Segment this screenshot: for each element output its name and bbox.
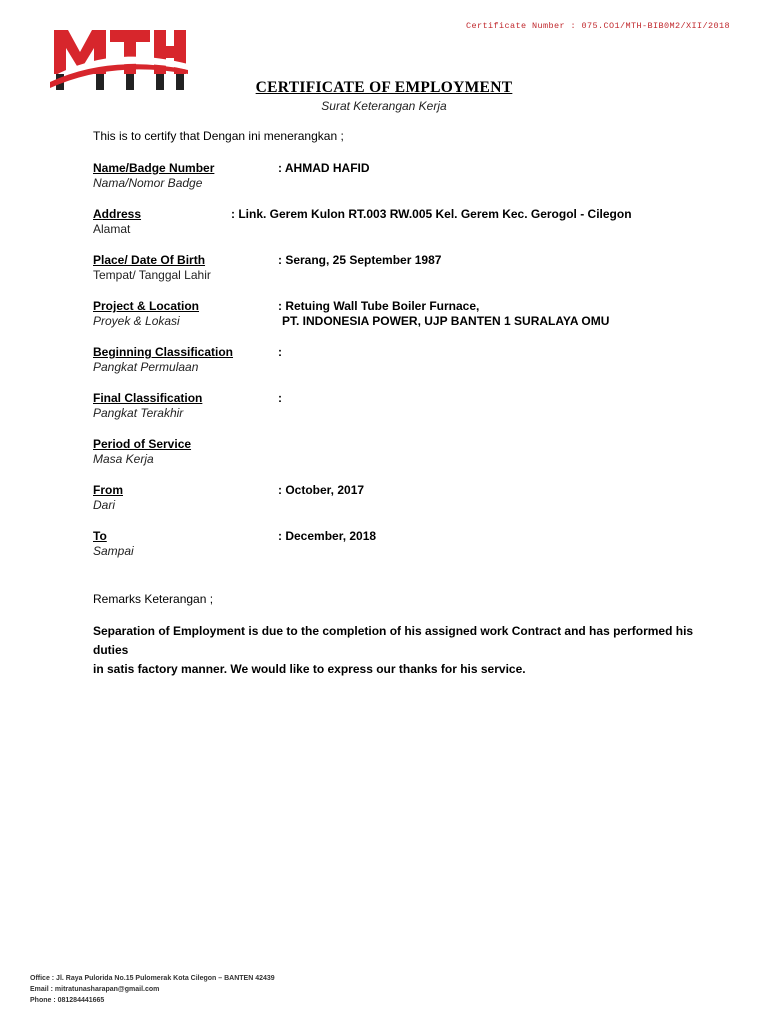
footer-contact (30, 973, 275, 1006)
remarks-line: Separation of Employment is due to the completion of his assigned work Contract and has performed his duties (93, 624, 694, 657)
intro-text: This is to certify that Dengan ini menerangkan ; (93, 129, 344, 143)
footer-phone: Phone : 081284441665 (30, 997, 105, 1004)
field-sublabel: Dari (93, 498, 116, 512)
remarks-line: in satis factory manner. We would like to express our thanks for his service. (93, 662, 526, 676)
field-name (93, 161, 713, 195)
page-title: CERTIFICATE OF EMPLOYMENT (255, 79, 513, 96)
field-value: : Retuing Wall Tube Boiler Furnace, (278, 299, 480, 313)
remarks-label: Remarks Keterangan ; (93, 592, 214, 606)
field-sublabel: Masa Kerja (93, 452, 154, 466)
field-value: : December, 2018 (278, 529, 377, 543)
field-from (93, 483, 713, 517)
field-sublabel: Alamat (93, 222, 131, 236)
remarks-text (93, 622, 708, 679)
field-value: : Link. Gerem Kulon RT.003 RW.005 Kel. Gerem Kec. Gerogol - Cilegon (231, 207, 632, 221)
field-value: : AHMAD HAFID (278, 161, 370, 175)
page-subtitle: Surat Keterangan Kerja (321, 99, 447, 113)
field-address (93, 207, 713, 241)
field-label: Period of Service (93, 437, 192, 451)
field-sublabel: Tempat/ Tanggal Lahir (93, 268, 211, 282)
field-label: To (93, 529, 107, 543)
field-value: : October, 2017 (278, 483, 365, 497)
footer-email: Email : mitratunasharapan@gmail.com (30, 986, 160, 993)
field-to (93, 529, 713, 563)
field-project (93, 299, 713, 333)
field-birth (93, 253, 713, 287)
field-label: Address (93, 207, 142, 221)
field-value-line2: PT. INDONESIA POWER, UJP BANTEN 1 SURALAYA OMU (282, 314, 610, 328)
field-sublabel: Pangkat Terakhir (93, 406, 184, 420)
field-period-of-service (93, 437, 713, 471)
field-final-classification (93, 391, 713, 425)
field-label: Name/Badge Number (93, 161, 215, 175)
footer-office: Office : Jl. Raya Pulorida No.15 Pulomerak Kota Cilegon – BANTEN 42439 (30, 975, 275, 982)
field-value: : Serang, 25 September 1987 (278, 253, 442, 267)
field-beginning-classification (93, 345, 713, 379)
field-label: Beginning Classification (93, 345, 234, 359)
field-value: : (278, 391, 282, 405)
field-sublabel: Nama/Nomor Badge (93, 176, 203, 190)
field-sublabel: Proyek & Lokasi (93, 314, 180, 328)
field-label: From (93, 483, 123, 497)
certificate-number: Certificate Number : 075.CO1/MTH-BIB0M2/XII/2018 (465, 21, 730, 31)
field-label: Final Classification (93, 391, 203, 405)
field-label: Project & Location (93, 299, 200, 313)
field-value: : (278, 345, 282, 359)
field-sublabel: Sampai (93, 544, 134, 558)
field-label: Place/ Date Of Birth (93, 253, 206, 267)
field-sublabel: Pangkat Permulaan (93, 360, 199, 374)
